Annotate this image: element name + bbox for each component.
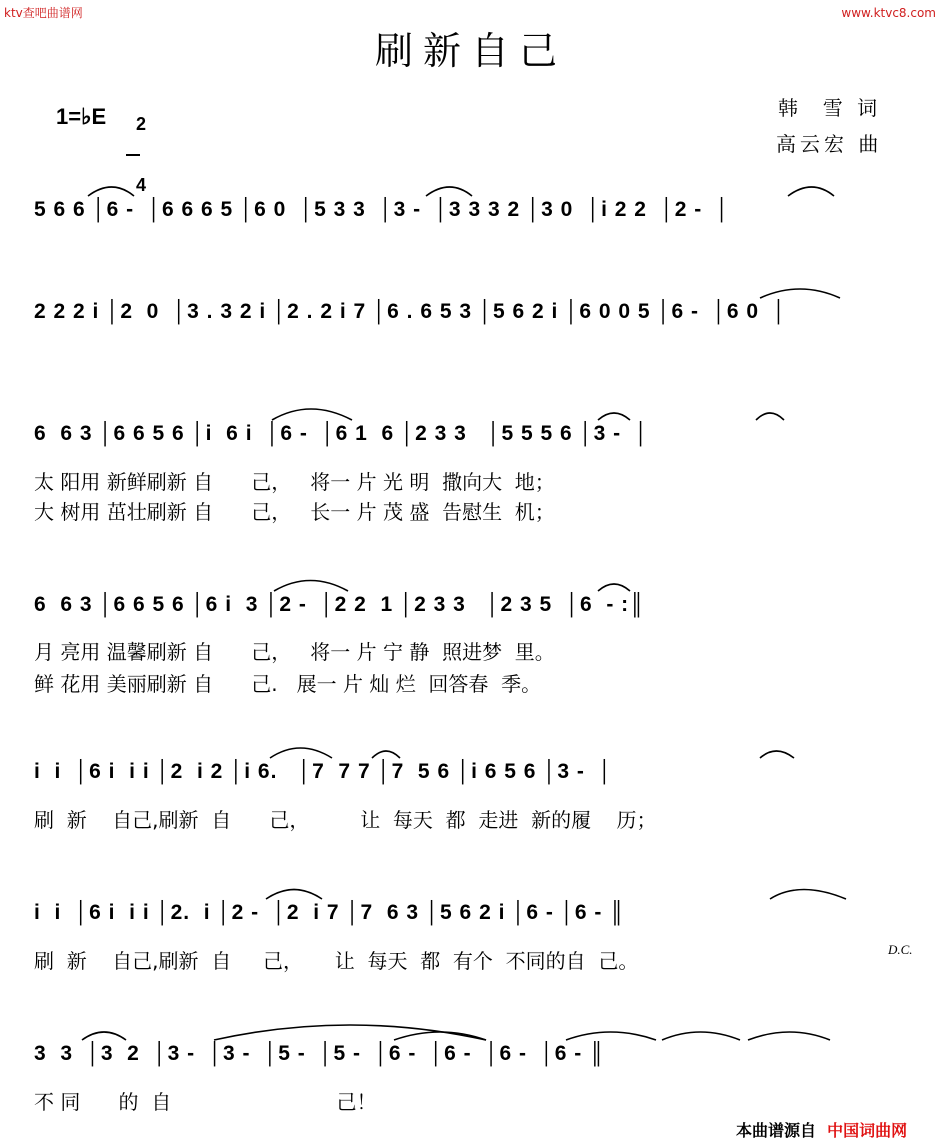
lyricist-credit: 韩 雪 词 [778,96,882,120]
slur-arc [662,1032,740,1040]
slur-arc [394,1032,486,1040]
footer-source-label: 本曲谱源自 [736,1121,817,1140]
notation-line-4: 6 6 3 │6 6 5 6 │6 i 3 │2 - │2 2 1 │2 3 3 │2 3 5 │6 - :║ [34,593,646,616]
slur-arc [266,890,322,900]
lyric-line-5: 刷 新 自己,刷新 自 己， 让 每天 都 走进 新的履 历； [34,808,657,832]
notation-line-2: 2 2 2 i │2 0 │3 . 3 2 i │2 . 2 i 7 │6 . 6 5 3 │5 6 2 i │6 0 0 5 │6 - │6 0 │ [34,300,787,323]
slur-arc [598,413,630,420]
footer-source [736,1118,907,1141]
time-numerator: 2 [136,114,147,134]
slur-arc [748,1032,830,1040]
notation-line-7: 3 3 │3 2 │3 - │3 - │5 - │5 - │6 - │6 - │6 - │6 - ║ [34,1042,605,1065]
dc-marking: D.C. [888,942,913,957]
slur-arc [598,584,630,591]
key-signature: 1=♭E [56,104,107,129]
lyric-line-3a: 太 阳用 新鲜刷新 自 己， 将一 片 光 明 撒向大 地； [34,470,555,494]
slur-arc [274,581,348,592]
notation-line-3: 6 6 3 │6 6 5 6 │i 6 i │6 - │6 1 6 │2 3 3 │5 5 5 6 │3 - │ [34,422,649,445]
slur-arc [82,1032,126,1040]
slur-arc [756,413,784,420]
slur-arc [270,748,332,758]
lyric-line-7: 不 同 的 自 己！ [34,1090,377,1114]
slur-arc [272,409,352,420]
notation-line-6: i i │6 i i i │2. i │2 - │2 i 7 │7 6 3 │5 6 2 i │6 - │6 - ║ [34,901,626,924]
tie-arc [760,289,840,298]
slur-arc [372,751,400,758]
lyric-line-6: 刷 新 自己,刷新 自 己， 让 每天 都 有个 不同的自 己。 [34,949,639,973]
notation-line-5: i i │6 i i i │2 i 2 │i 6. │7 7 7 │7 5 6 │i 6 5 6 │3 - │ [34,760,613,783]
tie-arc [426,187,472,196]
tie-arc [88,187,134,196]
slur-arc [770,890,846,900]
notation-line-1: 5 6 6 │6 - │6 6 6 5 │6 0 │5 3 3 │3 - │3 3 3 2 │3 0 │i 2 2 │2 - │ [34,198,731,221]
site-watermark-right: www.ktvc8.com [841,6,936,20]
site-watermark-left: ktv查吧曲谱网 [4,6,83,20]
lyric-line-3b: 大 树用 茁壮刷新 自 己， 长一 片 茂 盛 告慰生 机； [34,500,555,524]
lyric-line-4a: 月 亮用 温馨刷新 自 己， 将一 片 宁 静 照进梦 里。 [34,640,555,664]
song-title: 刷新自己 [374,29,567,73]
composer-credit: 高云宏 曲 [776,132,883,156]
time-denominator: 4 [136,175,147,195]
footer-source-site: 中国词曲网 [827,1121,908,1140]
slur-arc [566,1032,656,1040]
tie-arc [788,187,834,196]
slur-arc [760,751,794,758]
lyric-line-4b: 鲜 花用 美丽刷新 自 己. 展一 片 灿 烂 回答春 季。 [34,672,542,696]
